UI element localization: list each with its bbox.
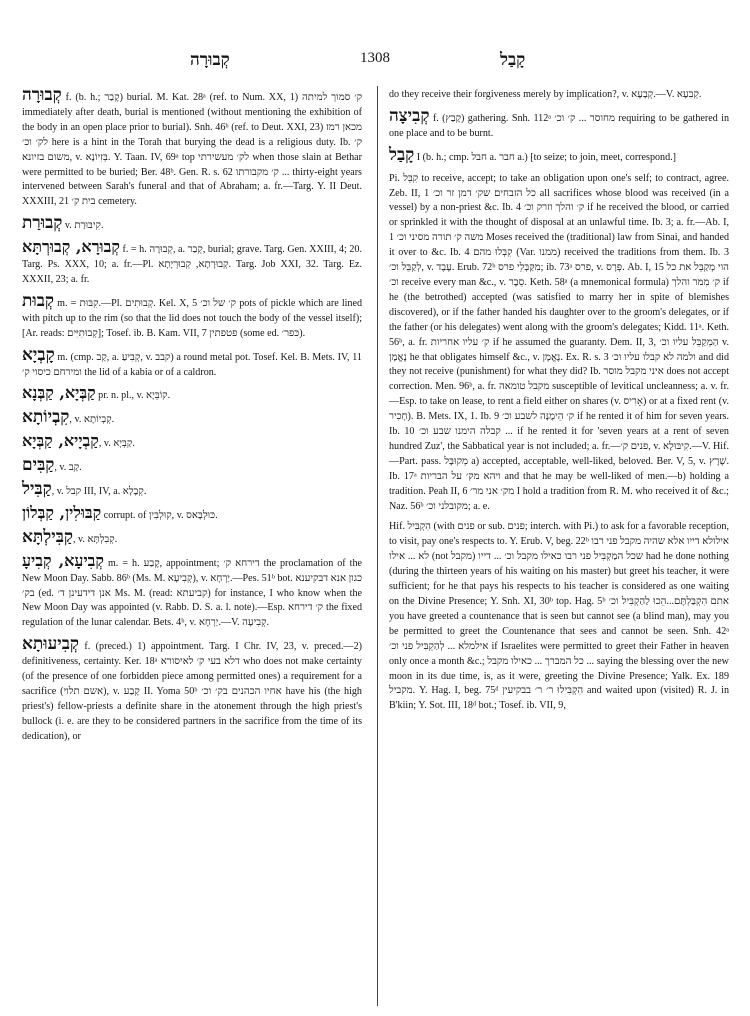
entry-definition: , v. קַב.	[54, 462, 82, 474]
entry-definition: pr. n. pl., v. קוֹבֵּיָא.	[95, 390, 171, 402]
entry-headword: קְבוּרָה	[22, 85, 62, 105]
dictionary-entry	[22, 213, 362, 234]
entry-definition: Pi. קִבֵּל to receive, accept; to take an obligation upon one's self; to contract, agree. Zeb. II, 1 כל הזבחים שק׳ דמן זר וכ׳ all sacrifices whose blood was received (in a vessel) by a non-priest &c. Ib. 4 ק׳ והלך וזרק וכ׳ if he received the blood, or carried or sprinkled it with the thought of disposal at an unlawful time. Ib. 3; a. fr.—Ab. I, 1 משה ק׳ תורה מסיני וכ׳ Moses received the (traditional) law from Sinai, and handed it over to &c. Ib. 4 קִבְּלוּ מהם (Var. ממנו) received the traditions from them. Ib. 3 לְקַבֵּל וכ׳, v. עֶבֶד. Erub. 72ᵇ מִקַּבְּלֵי פרס; ib. 73ᵃ פרס, v. פְּרָס. Ab. I, 15 הוי מְקַבֵּל את כל וכ׳ receive every man &c., v. סֵבֶר. Keth. 58ᵃ (a mnemonical formula) ק׳ מִמּר והלך if he (the betrothed) accepted (was satisfied to marry her in spite of blemishes discovered), or if the father handed his daughter over to the groom's delegates, or if the father (or his delegates) went along with the groom's delegates; Kidd. 11ᵃ. Keth. 56ᵇ, a. fr. ק׳ עליו אחריות if he assumed the guaranty. Dem. II, 3, הַמְקַבֵּל עליו וכ׳ v. נֶאֱמָן he that obligates himself &c., v. נֶאֱמָן. Ex. R. s. 3 ולמה לא קבלו עליו וכ׳ and did they not receive (punishment) for what they did? Ib. איני מקבל מוסר does not accept correction. Men. 96ᵇ, a. fr. מקבל טומאה susceptible of levitical uncleanness; a. v. fr.—Esp. to take on lease, to rent a field either on shares (v. אָרִיס) or at a fixed rent (v. חָכִיר). B. Mets. IX, 1. Ib. 9 ק׳ הֵימֶנָּה לשבע וכ׳ if he rented it of him for seven years. Ib. 10 קבלה הימנו שבע וכ׳ ... if he rented it for 'seven years at a rent of seven hundred Zuz', the Sabbatical year is not included; a. fr.—פנים ק׳, v. קִיבּוּלָא.—V. Hif.—Part. pass. מְקוּבָּל a) accepted, acceptable, well-liked, beloved. Ber. V, 5, v. שָׁרָץ. Ib. 17ᵃ ויהא מק׳ על הבריות and that he may be well-liked of men.—b) holding a tradition. Peah II, 6 מק׳ אני מר׳ I hold a tradition from R. M. who received it of &c.; Naz. 56ᵇ מקובלני וכ׳; a. e.	[389, 172, 730, 512]
entry-definition: , v. קבל III, IV, a. קְבָלָא.	[51, 486, 147, 498]
entry-definition: f. (b. h.; קָבַר) burial. M. Kat. 28ᵃ (ref. to Num. XX, 1) ק׳ סמוך למיתה immediately after death, burial is mentioned (without mentioning the exhibition of the body in an open place prior to burial). Snh. 46ᵇ (ref. to Deut. XXI, 23) מכאן רמז לק׳ וכ׳ here is a hint in the Torah that burying the dead is a religious duty. Ib. ק׳ משום בזיונא, v. בְּזִיוֹנָא. Y. Taan. IV, 69ᵃ top לק׳ מעשירתי when those slain at Bethar were permitted to be buried; Ber. 48ᵇ. Gen. R. s. 62 ק׳ מקבורתו ... thirty-eight years intervened between Sarah's funeral and that of Abraham; a. fr.—Targ. Y. II Deut. XXXIII, 21 בית ק׳ cemetery.	[22, 92, 362, 208]
dictionary-entry	[22, 85, 362, 210]
dictionary-entry	[389, 88, 729, 103]
dictionary-entry	[22, 550, 363, 632]
right-column	[389, 88, 729, 720]
entry-headword: קַבִּיל	[22, 479, 52, 500]
entry-headword: קַבּוּלִין, קַבְּלוֹן	[22, 502, 102, 522]
dictionary-entry	[22, 502, 362, 524]
left-column	[22, 85, 363, 751]
entry-headword: קְבוּת	[22, 290, 55, 311]
dictionary-entry	[22, 290, 363, 342]
dictionary-entry	[389, 144, 729, 166]
header-right-word: קָבַל	[500, 50, 526, 69]
dictionary-entry	[389, 172, 729, 515]
entry-headword: קַבְיָיא, קַבְּיָא	[22, 431, 99, 451]
entry-headword: קָבְיָא	[22, 344, 55, 365]
entry-definition: , v. קְבְיוֹתָא.	[69, 414, 115, 426]
entry-headword: קְבוּרָא, קְבוּרְתָּא	[22, 237, 120, 257]
dictionary-entry	[22, 431, 362, 452]
dictionary-entry	[389, 520, 729, 714]
entry-definition: v. קִיבּוּרַת.	[62, 220, 104, 232]
dictionary-entry	[22, 383, 362, 404]
entry-definition: , v. קַבְיָא.	[98, 438, 135, 450]
dictionary-entry	[22, 455, 362, 476]
entry-definition: , v. קְבִלְתָּא.	[72, 533, 118, 545]
entry-definition: m. (cmp. קַב, a. קְבִיעַ, v. קבב) a round metal pot. Tosef. Kel. B. Mets. IV, 11 ומירחם כיסוי ק׳ the lid of a kabia or of a caldron.	[22, 351, 362, 378]
running-header	[0, 50, 750, 74]
entry-headword: קָבַל	[389, 144, 415, 165]
entry-headword: קַבְּיָא, קַבְּנָא	[22, 383, 96, 403]
entry-definition: Hif. הִקְבִּיל (with פנים or sub. פנים; interch. with Pi.) to ask for a favorable reception, to visit, pay one's respects to. Y. Erub. V, beg. 22ᵇ אילולא דייו אלא שהיה מקבל פני רבו לא ... אילו (not מקבל) שכל המַקְבִּיל פני רבו כאילו מקבל וכ׳ ... דייו had he done nothing (during the thirteen years of his waiting on his master) but greet his teacher, it were sufficient; for he that pays his respects to his teacher is considered as one waiting on the Divine Presence; Y. Snh. XI, 30ᵇ top. Hag. 5ᵇ אתם הִקְבַּלְתֶּם...הֵכוּ לַהַקְבִּיל וכ׳ you have greeted a countenance that is seen but cannot see (a blind man), may you be permitted to greet the Countenance that sees and cannot be seen. Snh. 42ᵃ אילמלא ... לְהַקְבִּיל פני וכ׳ if Israelites were permitted to greet their Father in heaven only once a month &c.; כל המברך ... כאילו מקבל ... saying the blessing over the new moon in its due time, is, as it were, greeting the Divine Presence; Yalk. Ex. 189 מקביל. Y. Hag. I, beg. 75ᵈ הִקְבִּילוּ ר׳ ר׳ בבקיעין and waited upon (visited) R. J. in B'kiin; Y. Sot. III, 18ᵈ bot.; Tosef. ib. VII, 9,	[389, 521, 729, 712]
entry-definition: f. (קָבַץ) gathering. Snh. 112ᵃ מחוסר ... ק׳ וכ׳ requiring to be gathered in one place and to be burnt.	[389, 112, 730, 139]
entry-definition: f. = h. קְבוּרָה, a. קְבַר, burial; grave. Targ. Gen. XXIII, 4; 20. Targ. Ps. XXX, 10; a. fr.—Pl. קְבוּרָתָא, קְבוּרְיָתָא. Targ. Job XXI, 32. Targ. Ez. XXXII, 23; a. fr.	[22, 244, 363, 285]
dictionary-entry	[22, 526, 362, 548]
entry-headword: קְבִיעוּתָא	[22, 634, 80, 655]
entry-headword: קַבִּים	[22, 455, 55, 476]
entry-definition: do they receive their forgiveness merely by implication?, v. קְבָעָא.—V. קְבִעָא.	[389, 89, 702, 100]
entry-headword: קְבִיצָה	[389, 105, 430, 126]
entry-definition: corrupt. of קוּלְבִּין, v. כּוּלְבָּאס.	[101, 509, 218, 521]
entry-headword: קַבִּילְתָּא	[22, 526, 73, 547]
entry-definition: I (b. h.; cmp. חבל a. חבר a.) [to seize; to join, meet, correspond.]	[414, 151, 677, 163]
dictionary-entry	[22, 479, 362, 500]
entry-definition: m. = h. קֶבַע, appointment; דירחא ק׳ the proclamation of the New Moon Day. Sabb. 86ᵇ (Ms. M. קְבִיעָא), v. יַרְחָא.—Pes. 51ᵇ bot. כגון אנא דבקיענא בק׳ (ed. אנן דידעינן ד׳ Ms. M. (read: קביעתא) for instance, I who know when the New Moon Day was appointed (v. Rabb. D. S. a. l. note).—Esp. ק׳ דירחא the fixed regulation of the lunar calendar. Bets. 4ᵇ, v. יַרְחָא.—V. קְבִיעָה.	[22, 557, 363, 629]
page-number: 1308	[360, 50, 390, 66]
entry-headword: קְבוּרַת	[22, 213, 63, 234]
dictionary-entry	[22, 407, 362, 428]
dictionary-entry	[389, 105, 730, 142]
entry-headword: קִבְיוֹתָא	[22, 407, 70, 428]
dictionary-entry	[22, 344, 362, 381]
header-left-word: קְבוּרָה	[190, 50, 230, 69]
entry-headword: קְבִיעָא, קְבִיעָ	[22, 550, 104, 570]
column-divider	[377, 86, 378, 1006]
dictionary-entry	[22, 237, 363, 288]
dictionary-entry	[22, 634, 362, 744]
entry-definition: m. = קִבּוּת.—Pl. קְבוּתִים. Kel. X, 5 ק׳ של וכ׳ pots of pickle which are lined with pitch up to the rim (so that the lid does not touch the body of the vessel itself); [Ar. reads: קְבוּתִיִּים]; Tosef. ib. B. Kam. VII, 7 פטפתין (some ed. כּפר׳).	[22, 297, 363, 339]
entry-definition: f. (preced.) 1) appointment. Targ. I Chr. IV, 23, v. preced.—2) definitiveness, certainty. Ker. 18ᵃ דלא בעי ק׳ לאיסורא who does not make certainty (of the presence of one forbidden piece among permitted ones) a requirement for a sacrifice (אשם תלוי), v. קָבַע II. Yoma 50ᵇ אחיו הכהנים בק׳ וכ׳ have his (the high priest's) fellow-priests a definite share in the atonement through the high priest's bullock (i. e. are they to be considered partners in the sacrifice from the time of its dedication), or	[22, 641, 362, 742]
